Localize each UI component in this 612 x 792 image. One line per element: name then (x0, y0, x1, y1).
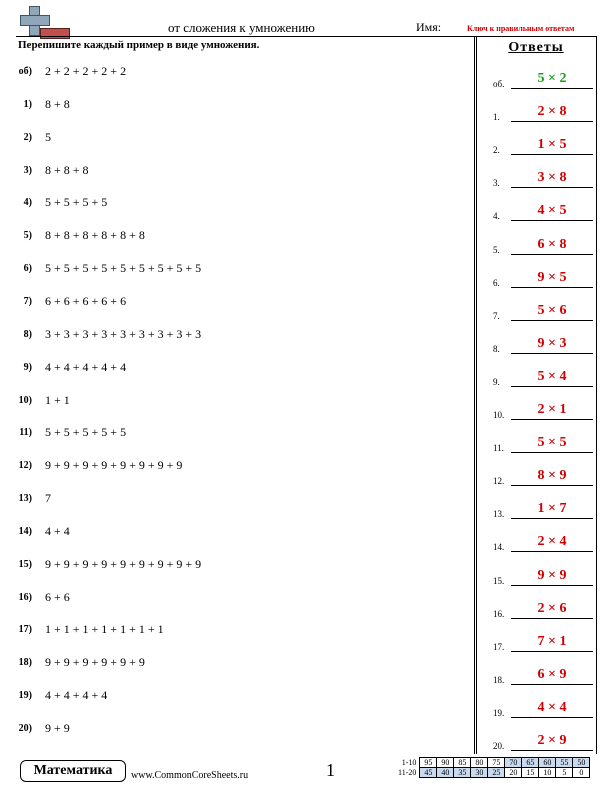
problem-item (0, 193, 470, 213)
problem-item (0, 226, 470, 246)
answer-number: 10. (493, 410, 505, 420)
problem-number: 13) (18, 493, 32, 505)
answer-value: 2 × 8 (537, 104, 567, 120)
answer-number: 2. (493, 145, 500, 156)
score-cell: 10 (539, 768, 556, 778)
answer-line (511, 485, 593, 486)
problem-item (0, 686, 470, 706)
score-cell: 45 (420, 768, 437, 778)
problem-number: 20) (18, 723, 32, 734)
answer-value: 2 × 4 (537, 534, 567, 550)
answer-line (511, 121, 593, 122)
answer-item (480, 402, 594, 422)
problem-item (0, 423, 470, 443)
answer-line (511, 254, 593, 255)
answer-value: 1 × 7 (537, 501, 567, 517)
answer-value: 6 × 8 (537, 236, 567, 252)
problem-number: 3) (23, 164, 32, 176)
answer-line (511, 287, 593, 288)
problem-number: 14) (18, 525, 32, 537)
problem-item (0, 588, 470, 608)
answer-value: 9 × 5 (537, 269, 567, 285)
logo-bar (40, 28, 70, 39)
name-label: Имя: (416, 20, 442, 34)
answer-value: 5 × 5 (537, 435, 567, 451)
problem-item (0, 128, 470, 148)
problem-item (0, 391, 470, 411)
problem-expression: 8 + 8 (45, 96, 70, 111)
answer-item (480, 435, 594, 455)
problem-item (0, 653, 470, 673)
score-cell: 30 (471, 768, 488, 778)
problem-number: 17) (18, 624, 32, 636)
answer-item (480, 270, 594, 290)
score-row (396, 768, 590, 778)
score-cell: 95 (420, 758, 437, 768)
problem-expression: 8 + 8 + 8 + 8 + 8 + 8 (45, 228, 145, 243)
problem-expression: 9 + 9 + 9 + 9 + 9 + 9 + 9 + 9 (45, 458, 183, 473)
worksheet-title: от сложения к умножению (168, 20, 315, 35)
answer-value: 2 × 1 (537, 402, 567, 417)
answer-line (511, 618, 593, 619)
problem-expression: 4 + 4 + 4 + 4 + 4 (45, 359, 127, 374)
answer-number: 17. (493, 641, 505, 652)
problem-expression: 5 (45, 129, 51, 144)
answer-item (480, 303, 594, 323)
answer-item (480, 534, 594, 554)
column-divider (474, 36, 475, 754)
answer-item (480, 700, 594, 720)
answer-number: 18. (493, 674, 505, 685)
problem-number: 5) (23, 230, 32, 242)
answer-value: 6 × 9 (537, 666, 567, 682)
score-cell: 20 (505, 768, 522, 778)
answer-value: 9 × 3 (537, 335, 567, 351)
score-cell: 40 (437, 768, 454, 778)
score-row-label: 11-20 (398, 768, 417, 777)
problem-number: 10) (18, 394, 32, 406)
problem-number: 6) (23, 263, 32, 275)
answer-key-label: Ключ к правильным ответам (467, 24, 575, 33)
answer-number: 12. (493, 476, 505, 487)
answer-value: 9 × 9 (537, 567, 567, 583)
score-cell: 55 (556, 758, 573, 768)
problem-item (0, 489, 470, 509)
answer-item (480, 203, 594, 223)
score-cell: 85 (454, 758, 471, 768)
answer-number: 20. (493, 741, 505, 751)
answer-value: 5 × 4 (537, 368, 567, 384)
problem-expression: 1 + 1 + 1 + 1 + 1 + 1 + 1 (45, 622, 164, 637)
score-cell: 15 (522, 768, 539, 778)
problem-expression: 6 + 6 + 6 + 6 + 6 (45, 293, 127, 308)
problem-expression: 3 + 3 + 3 + 3 + 3 + 3 + 3 + 3 + 3 (45, 326, 202, 341)
answer-line (511, 651, 593, 652)
problem-item (0, 292, 470, 312)
answer-item (480, 336, 594, 356)
problem-number: 12) (18, 460, 32, 472)
site-url: www.CommonCoreSheets.ru (131, 770, 249, 781)
answer-line (511, 684, 593, 685)
problem-expression: 2 + 2 + 2 + 2 + 2 (45, 64, 127, 78)
problem-expression: 5 + 5 + 5 + 5 + 5 + 5 + 5 + 5 + 5 (45, 261, 202, 276)
answer-line (511, 187, 593, 188)
answer-value: 4 × 5 (537, 203, 567, 219)
problem-item (0, 95, 470, 115)
answer-number: 19. (493, 707, 505, 718)
answer-line (511, 220, 593, 221)
answer-number: 8. (493, 343, 500, 354)
problem-expression: 7 (45, 491, 51, 506)
answer-number: 9. (493, 376, 500, 387)
answer-item (480, 601, 594, 621)
answer-line (511, 353, 593, 354)
score-cell: 60 (539, 758, 556, 768)
problem-number: 18) (18, 657, 32, 669)
answer-item (480, 104, 594, 124)
problem-expression: 4 + 4 + 4 + 4 (45, 688, 108, 703)
answer-number: 3. (493, 178, 500, 189)
answer-number: 4. (493, 211, 500, 222)
problem-item (0, 325, 470, 345)
problem-number: 1) (23, 98, 32, 110)
answers-border (596, 36, 597, 754)
problem-item (0, 522, 470, 542)
problem-number: 15) (18, 558, 32, 570)
answer-number: 13. (493, 509, 505, 520)
page-number: 1 (326, 760, 335, 780)
header-divider (16, 36, 596, 37)
answer-number: 5. (493, 244, 500, 255)
problem-expression: 9 + 9 (45, 721, 70, 735)
answer-value: 2 × 9 (537, 733, 567, 748)
answer-number: 11. (493, 443, 504, 454)
answer-value: 7 × 1 (537, 633, 567, 649)
answer-line (511, 320, 593, 321)
problem-item (0, 259, 470, 279)
instructions: Перепишите каждый пример в виде умножения. (18, 39, 260, 51)
problem-expression: 9 + 9 + 9 + 9 + 9 + 9 (45, 655, 145, 670)
answer-item (480, 634, 594, 654)
problem-expression: 9 + 9 + 9 + 9 + 9 + 9 + 9 + 9 + 9 (45, 556, 202, 571)
answer-item (480, 369, 594, 389)
answer-item (480, 501, 594, 521)
answer-item (480, 667, 594, 687)
answer-number: 14. (493, 542, 505, 553)
problem-expression: 5 + 5 + 5 + 5 + 5 (45, 425, 127, 440)
score-cell: 65 (522, 758, 539, 768)
answer-item (480, 170, 594, 190)
answer-item (480, 237, 594, 257)
answer-number: 1. (493, 112, 500, 123)
problem-expression: 1 + 1 (45, 392, 70, 407)
logo (20, 6, 68, 36)
answer-value: 5 × 6 (537, 302, 567, 318)
problem-item (0, 62, 470, 82)
answer-number: 15. (493, 575, 505, 586)
answer-line (511, 750, 593, 751)
answer-line (511, 551, 593, 552)
problem-item (0, 719, 470, 739)
answer-value: 3 × 8 (537, 170, 567, 186)
answer-line (511, 585, 593, 586)
answer-item (480, 71, 594, 91)
answer-number: 16. (493, 608, 505, 619)
answer-value: 2 × 6 (537, 600, 567, 616)
answer-line (511, 88, 593, 89)
answer-number: 6. (493, 277, 500, 288)
answers-title: Ответы (508, 40, 564, 55)
answer-value: 5 × 2 (537, 71, 567, 86)
answer-item (480, 733, 594, 753)
problem-number: 2) (23, 131, 32, 143)
problem-item (0, 358, 470, 378)
answer-line (511, 154, 593, 155)
answer-line (511, 452, 593, 453)
problem-number: 9) (23, 361, 32, 373)
problem-number: 11) (19, 427, 32, 439)
problem-expression: 4 + 4 (45, 523, 70, 538)
answer-value: 8 × 9 (537, 468, 567, 484)
problem-item (0, 620, 470, 640)
problem-expression: 5 + 5 + 5 + 5 (45, 195, 108, 210)
score-cell: 0 (573, 768, 590, 778)
answer-value: 1 × 5 (537, 137, 567, 153)
problem-number: 4) (23, 197, 32, 209)
problem-item (0, 161, 470, 181)
answer-item (480, 137, 594, 157)
answer-number: 7. (493, 310, 500, 321)
subject-badge: Математика (20, 760, 126, 782)
answer-line (511, 518, 593, 519)
score-cell: 80 (471, 758, 488, 768)
problem-expression: 8 + 8 + 8 (45, 162, 89, 177)
score-table (396, 757, 590, 778)
problem-number: 19) (18, 690, 32, 702)
answer-number: об. (493, 79, 505, 89)
score-cell: 75 (488, 758, 505, 768)
score-cell: 25 (488, 768, 505, 778)
score-cell: 50 (573, 758, 590, 768)
score-cell: 5 (556, 768, 573, 778)
score-cell: 90 (437, 758, 454, 768)
score-row-label: 1-10 (401, 758, 417, 767)
answer-line (511, 717, 593, 718)
score-cell: 70 (505, 758, 522, 768)
problem-number: об) (18, 66, 32, 77)
problem-number: 8) (23, 328, 32, 340)
column-divider-inner (476, 36, 477, 754)
answer-item (480, 568, 594, 588)
answer-value: 4 × 4 (537, 699, 567, 715)
answer-line (511, 386, 593, 387)
answer-line (511, 419, 593, 420)
logo-plus-horizontal (20, 15, 50, 26)
problem-number: 7) (23, 295, 32, 307)
problem-expression: 6 + 6 (45, 589, 70, 604)
score-cell: 35 (454, 768, 471, 778)
score-row (396, 758, 590, 768)
problem-number: 16) (18, 591, 32, 603)
problem-item (0, 456, 470, 476)
problem-item (0, 555, 470, 575)
answer-item (480, 468, 594, 488)
